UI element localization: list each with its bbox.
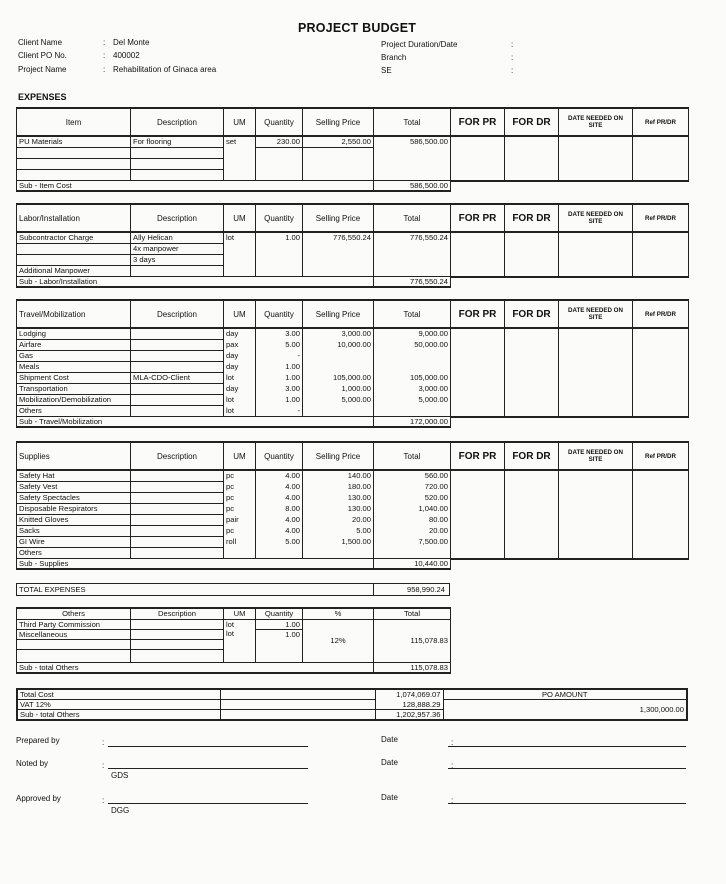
line-um: lot xyxy=(224,373,256,384)
vat-label: VAT 12% xyxy=(17,700,220,710)
for-pr-cell xyxy=(451,328,505,417)
summary-table xyxy=(16,688,688,721)
colon: : xyxy=(511,53,514,62)
um-header: UM xyxy=(224,442,256,470)
section-header: Travel/Mobilization xyxy=(17,300,131,328)
selling-price-header: Selling Price xyxy=(303,204,374,232)
line-item: Others xyxy=(17,548,131,559)
line-selling-price: 140.00 xyxy=(303,470,374,482)
po-amount-label: PO AMOUNT xyxy=(443,689,687,700)
supplies-table xyxy=(16,441,689,570)
line-item: Safety Vest xyxy=(17,482,131,493)
line-quantity: 4.00 xyxy=(256,482,303,493)
um-header: UM xyxy=(224,108,256,136)
line-um: pc xyxy=(224,504,256,515)
approved-by-label: Approved by xyxy=(16,794,61,803)
line-item: Shipment Cost xyxy=(17,373,131,384)
line-quantity: - xyxy=(256,406,303,417)
ref-pr-dr-header: Ref PR/DR xyxy=(633,108,689,136)
line-description: MLA-CDO-Client xyxy=(131,373,224,384)
line-description: Ally Helican xyxy=(131,232,224,244)
line-selling-price: 20.00 xyxy=(303,515,374,526)
for-dr-header: FOR DR xyxy=(505,300,559,328)
line-description: 3 days xyxy=(131,255,224,266)
line-quantity xyxy=(256,244,303,255)
line-item: Safety Hat xyxy=(17,470,131,482)
total-expenses-row xyxy=(16,583,450,596)
others-total-header: Total xyxy=(374,608,451,619)
line-total xyxy=(374,170,451,181)
others-description-header: Description xyxy=(131,608,224,619)
ref-cell xyxy=(633,470,689,559)
line-total: 560.00 xyxy=(374,470,451,482)
line-selling-price: 776,550.24 xyxy=(303,232,374,244)
line-quantity xyxy=(256,148,303,159)
others-total-value: 115,078.83 xyxy=(374,619,451,662)
for-dr-cell xyxy=(505,232,559,277)
colon: : xyxy=(451,738,454,747)
page-title: PROJECT BUDGET xyxy=(298,21,417,35)
line-selling-price: 5.00 xyxy=(303,526,374,537)
line-quantity xyxy=(256,255,303,266)
total-header: Total xyxy=(374,300,451,328)
line-total xyxy=(374,548,451,559)
line-quantity: 1.00 xyxy=(256,373,303,384)
others-qty xyxy=(256,639,303,649)
line-quantity xyxy=(256,266,303,277)
line-um xyxy=(224,266,256,277)
line-selling-price: 180.00 xyxy=(303,482,374,493)
colon: : xyxy=(103,38,106,47)
line-selling-price xyxy=(303,351,374,362)
for-pr-header: FOR PR xyxy=(451,204,505,232)
line-quantity: 3.00 xyxy=(256,328,303,340)
client-name-value: Del Monte xyxy=(113,38,150,47)
line-um: day xyxy=(224,351,256,362)
line-um: set xyxy=(224,136,256,148)
line-um: pair xyxy=(224,515,256,526)
line-um: pc xyxy=(224,470,256,482)
date-needed-header: DATE NEEDED ON SITE xyxy=(559,300,633,328)
line-description xyxy=(131,493,224,504)
for-dr-header: FOR DR xyxy=(505,108,559,136)
line-um: day xyxy=(224,362,256,373)
prepared-by-label: Prepared by xyxy=(16,736,60,745)
project-name-value: Rehabilitation of Ginaca area xyxy=(113,65,217,74)
others-item: Miscellaneous xyxy=(17,629,131,639)
line-item: Knitted Gloves xyxy=(17,515,131,526)
project-name-label: Project Name xyxy=(18,65,67,74)
summary-sub-label: Sub - total Others xyxy=(17,710,220,721)
line-item: Transportation xyxy=(17,384,131,395)
line-um: day xyxy=(224,384,256,395)
others-desc xyxy=(131,649,224,662)
line-selling-price: 10,000.00 xyxy=(303,340,374,351)
for-pr-cell xyxy=(451,470,505,559)
for-dr-cell xyxy=(505,328,559,417)
approved-by-name: DGG xyxy=(111,806,130,815)
line-selling-price: 130.00 xyxy=(303,493,374,504)
line-total xyxy=(374,255,451,266)
line-total: 520.00 xyxy=(374,493,451,504)
line-quantity xyxy=(256,548,303,559)
line-um: lot xyxy=(224,395,256,406)
date-label: Date xyxy=(381,758,398,767)
line-item: Meals xyxy=(17,362,131,373)
vat-value: 128,888.29 xyxy=(375,700,443,710)
for-pr-cell xyxy=(451,136,505,181)
line-um xyxy=(224,255,256,266)
others-item xyxy=(17,649,131,662)
line-selling-price xyxy=(303,362,374,373)
divider xyxy=(373,584,374,595)
line-item: Others xyxy=(17,406,131,417)
line-item xyxy=(17,170,131,181)
date-needed-header: DATE NEEDED ON SITE xyxy=(559,108,633,136)
line-item xyxy=(17,148,131,159)
others-sub-label: Sub - total Others xyxy=(17,662,374,673)
colon: : xyxy=(103,51,106,60)
ref-cell xyxy=(633,232,689,277)
colon: : xyxy=(451,796,454,805)
for-pr-cell xyxy=(451,232,505,277)
line-um: pc xyxy=(224,482,256,493)
line-quantity: 4.00 xyxy=(256,470,303,482)
summary-blank xyxy=(220,689,375,700)
line-total xyxy=(374,266,451,277)
line-description xyxy=(131,482,224,493)
others-um xyxy=(224,649,256,662)
section-header: Item xyxy=(17,108,131,136)
line-item: GI Wire xyxy=(17,537,131,548)
summary-sub-value: 1,202,957.36 xyxy=(375,710,443,721)
prepared-by-line xyxy=(108,746,308,747)
line-description xyxy=(131,515,224,526)
line-item xyxy=(17,159,131,170)
others-desc xyxy=(131,619,224,629)
client-po-label: Client PO No. xyxy=(18,51,67,60)
line-selling-price: 130.00 xyxy=(303,504,374,515)
line-selling-price xyxy=(303,244,374,255)
line-description xyxy=(131,395,224,406)
line-selling-price: 1,000.00 xyxy=(303,384,374,395)
ref-pr-dr-header: Ref PR/DR xyxy=(633,442,689,470)
others-um: lot xyxy=(224,629,256,639)
for-dr-header: FOR DR xyxy=(505,442,559,470)
ref-pr-dr-header: Ref PR/DR xyxy=(633,204,689,232)
um-header: UM xyxy=(224,204,256,232)
line-um xyxy=(224,170,256,181)
line-total xyxy=(374,148,451,159)
line-item: Airfare xyxy=(17,340,131,351)
line-quantity: 5.00 xyxy=(256,340,303,351)
others-qty-header: Quantity xyxy=(256,608,303,619)
description-header: Description xyxy=(131,204,224,232)
total-header: Total xyxy=(374,442,451,470)
line-item: Sacks xyxy=(17,526,131,537)
line-selling-price: 1,500.00 xyxy=(303,537,374,548)
sub-total-value: 586,500.00 xyxy=(374,181,451,192)
others-qty: 1.00 xyxy=(256,629,303,639)
for-dr-header: FOR DR xyxy=(505,204,559,232)
date-needed-cell xyxy=(559,328,633,417)
others-header: Others xyxy=(17,608,131,619)
line-total: 720.00 xyxy=(374,482,451,493)
line-total: 586,500.00 xyxy=(374,136,451,148)
line-quantity: 1.00 xyxy=(256,232,303,244)
line-quantity: 3.00 xyxy=(256,384,303,395)
line-item: Additional Manpower xyxy=(17,266,131,277)
colon: : xyxy=(511,40,514,49)
sub-total-value: 776,550.24 xyxy=(374,277,451,288)
selling-price-header: Selling Price xyxy=(303,300,374,328)
line-description xyxy=(131,548,224,559)
line-description xyxy=(131,340,224,351)
date-line xyxy=(448,746,686,747)
colon: : xyxy=(103,65,106,74)
line-selling-price xyxy=(303,548,374,559)
total-header: Total xyxy=(374,204,451,232)
others-um-header: UM xyxy=(224,608,256,619)
labor-table xyxy=(16,203,689,288)
date-needed-header: DATE NEEDED ON SITE xyxy=(559,442,633,470)
line-selling-price: 5,000.00 xyxy=(303,395,374,406)
selling-price-header: Selling Price xyxy=(303,442,374,470)
line-description xyxy=(131,266,224,277)
line-total: 1,040.00 xyxy=(374,504,451,515)
line-um: pc xyxy=(224,493,256,504)
line-um xyxy=(224,159,256,170)
line-total xyxy=(374,351,451,362)
others-um: lot xyxy=(224,619,256,629)
line-item xyxy=(17,255,131,266)
total-expenses-value: 958,990.24 xyxy=(406,585,445,594)
selling-price-header: Selling Price xyxy=(303,108,374,136)
line-selling-price xyxy=(303,406,374,417)
line-total xyxy=(374,159,451,170)
line-selling-price xyxy=(303,170,374,181)
line-um xyxy=(224,244,256,255)
others-sub-total: 115,078.83 xyxy=(374,662,451,673)
line-total: 776,550.24 xyxy=(374,232,451,244)
sub-total-label: Sub - Travel/Mobilization xyxy=(17,417,374,428)
quantity-header: Quantity xyxy=(256,300,303,328)
sub-total-label: Sub - Item Cost xyxy=(17,181,374,192)
line-um xyxy=(224,548,256,559)
line-description xyxy=(131,328,224,340)
line-quantity: - xyxy=(256,351,303,362)
sub-total-label: Sub - Labor/Installation xyxy=(17,277,374,288)
se-label: SE xyxy=(381,66,392,75)
line-quantity xyxy=(256,170,303,181)
line-quantity: 8.00 xyxy=(256,504,303,515)
line-selling-price xyxy=(303,255,374,266)
colon: : xyxy=(451,761,454,770)
date-line xyxy=(448,768,686,769)
line-description xyxy=(131,384,224,395)
others-pct-value: 12% xyxy=(303,619,374,662)
line-total: 9,000.00 xyxy=(374,328,451,340)
line-description xyxy=(131,159,224,170)
line-item: PU Materials xyxy=(17,136,131,148)
colon: : xyxy=(511,66,514,75)
total-cost-value: 1,074,069.07 xyxy=(375,689,443,700)
colon: : xyxy=(102,796,105,805)
line-item: Mobilization/Demobilization xyxy=(17,395,131,406)
others-item: Third Party Commission xyxy=(17,619,131,629)
line-quantity: 5.00 xyxy=(256,537,303,548)
approved-by-line xyxy=(108,803,308,804)
line-selling-price: 105,000.00 xyxy=(303,373,374,384)
others-item xyxy=(17,639,131,649)
others-pct-header: % xyxy=(303,608,374,619)
section-header: Labor/Installation xyxy=(17,204,131,232)
line-quantity xyxy=(256,159,303,170)
line-quantity: 4.00 xyxy=(256,515,303,526)
total-header: Total xyxy=(374,108,451,136)
others-qty xyxy=(256,649,303,662)
date-needed-cell xyxy=(559,470,633,559)
for-pr-header: FOR PR xyxy=(451,300,505,328)
line-description: 4x manpower xyxy=(131,244,224,255)
line-description xyxy=(131,148,224,159)
others-table xyxy=(16,607,451,674)
line-item xyxy=(17,244,131,255)
colon: : xyxy=(102,738,105,747)
sub-total-value: 10,440.00 xyxy=(374,559,451,570)
line-description xyxy=(131,406,224,417)
date-needed-cell xyxy=(559,136,633,181)
others-um xyxy=(224,639,256,649)
date-line xyxy=(448,803,686,804)
line-um: lot xyxy=(224,406,256,417)
line-um xyxy=(224,148,256,159)
for-pr-header: FOR PR xyxy=(451,108,505,136)
description-header: Description xyxy=(131,300,224,328)
line-description xyxy=(131,526,224,537)
line-total: 5,000.00 xyxy=(374,395,451,406)
sub-total-label: Sub - Supplies xyxy=(17,559,374,570)
line-description xyxy=(131,170,224,181)
ref-pr-dr-header: Ref PR/DR xyxy=(633,300,689,328)
duration-label: Project Duration/Date xyxy=(381,40,458,49)
noted-by-label: Noted by xyxy=(16,759,49,768)
line-item: Disposable Respirators xyxy=(17,504,131,515)
date-label: Date xyxy=(381,793,398,802)
line-quantity: 230.00 xyxy=(256,136,303,148)
client-po-value: 400002 xyxy=(113,51,140,60)
line-description xyxy=(131,537,224,548)
line-total xyxy=(374,406,451,417)
line-um: roll xyxy=(224,537,256,548)
po-amount-value: 1,300,000.00 xyxy=(443,700,687,721)
line-total: 7,500.00 xyxy=(374,537,451,548)
line-total: 50,000.00 xyxy=(374,340,451,351)
travel-table xyxy=(16,299,689,428)
line-um: lot xyxy=(224,232,256,244)
summary-blank xyxy=(220,710,375,721)
line-quantity: 4.00 xyxy=(256,493,303,504)
line-description xyxy=(131,362,224,373)
line-item: Safety Spectacles xyxy=(17,493,131,504)
line-item: Lodging xyxy=(17,328,131,340)
line-total: 3,000.00 xyxy=(374,384,451,395)
branch-label: Branch xyxy=(381,53,407,62)
colon: : xyxy=(102,761,105,770)
line-description xyxy=(131,504,224,515)
date-needed-header: DATE NEEDED ON SITE xyxy=(559,204,633,232)
date-needed-cell xyxy=(559,232,633,277)
line-item: Gas xyxy=(17,351,131,362)
section-header: Supplies xyxy=(17,442,131,470)
line-total: 105,000.00 xyxy=(374,373,451,384)
description-header: Description xyxy=(131,442,224,470)
line-selling-price xyxy=(303,266,374,277)
summary-blank xyxy=(220,700,375,710)
um-header: UM xyxy=(224,300,256,328)
ref-cell xyxy=(633,136,689,181)
line-um: day xyxy=(224,328,256,340)
line-total: 20.00 xyxy=(374,526,451,537)
others-desc xyxy=(131,639,224,649)
line-quantity: 1.00 xyxy=(256,395,303,406)
line-total: 80.00 xyxy=(374,515,451,526)
noted-by-line xyxy=(108,768,308,769)
line-total xyxy=(374,362,451,373)
line-item: Subcontractor Charge xyxy=(17,232,131,244)
description-header: Description xyxy=(131,108,224,136)
ref-cell xyxy=(633,328,689,417)
quantity-header: Quantity xyxy=(256,108,303,136)
for-pr-header: FOR PR xyxy=(451,442,505,470)
line-quantity: 4.00 xyxy=(256,526,303,537)
line-um: pc xyxy=(224,526,256,537)
line-description xyxy=(131,470,224,482)
others-qty: 1.00 xyxy=(256,619,303,629)
for-dr-cell xyxy=(505,136,559,181)
line-selling-price: 2,550.00 xyxy=(303,136,374,148)
expenses-label: EXPENSES xyxy=(18,92,67,102)
line-description xyxy=(131,351,224,362)
client-name-label: Client Name xyxy=(18,38,63,47)
total-cost-label: Total Cost xyxy=(17,689,220,700)
total-expenses-label: TOTAL EXPENSES xyxy=(19,585,86,594)
line-description: For flooring xyxy=(131,136,224,148)
items-table xyxy=(16,107,689,192)
line-quantity: 1.00 xyxy=(256,362,303,373)
sub-total-value: 172,000.00 xyxy=(374,417,451,428)
line-selling-price xyxy=(303,148,374,159)
quantity-header: Quantity xyxy=(256,442,303,470)
quantity-header: Quantity xyxy=(256,204,303,232)
noted-by-name: GDS xyxy=(111,771,129,780)
line-selling-price: 3,000.00 xyxy=(303,328,374,340)
date-label: Date xyxy=(381,735,398,744)
line-um: pax xyxy=(224,340,256,351)
others-desc xyxy=(131,629,224,639)
line-selling-price xyxy=(303,159,374,170)
for-dr-cell xyxy=(505,470,559,559)
line-total xyxy=(374,244,451,255)
